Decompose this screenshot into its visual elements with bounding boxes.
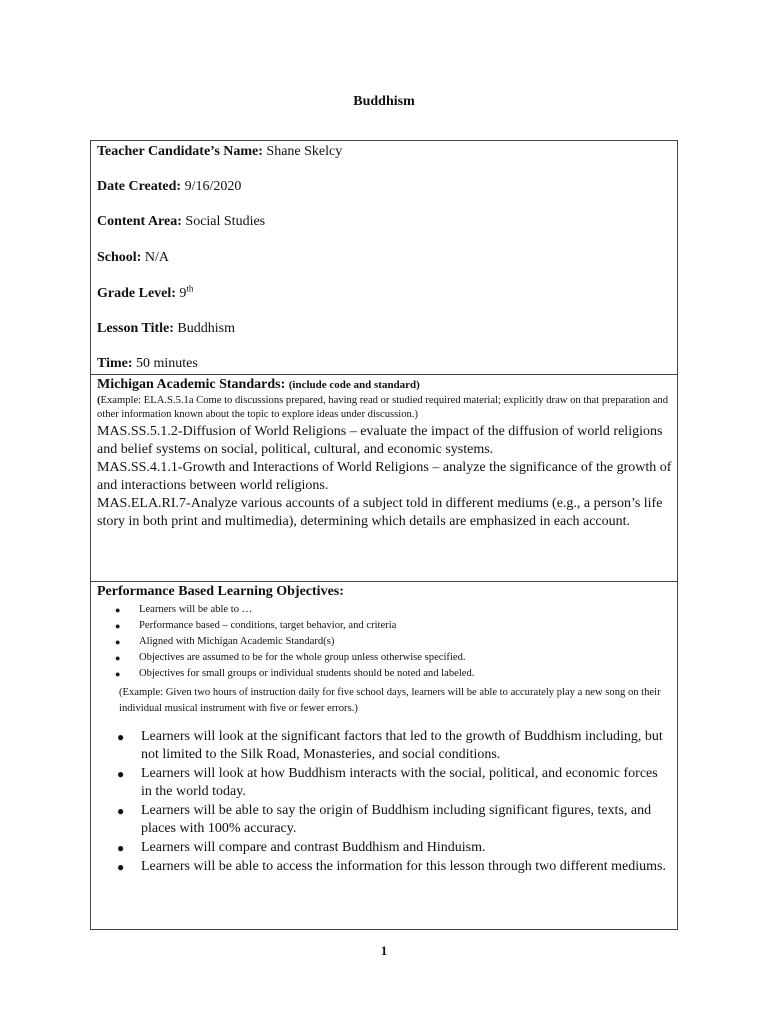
content-area-label: Content Area: — [97, 214, 182, 229]
teacher-name-label: Teacher Candidate’s Name: — [97, 144, 263, 159]
bullet-icon: ● — [115, 637, 121, 647]
bullet-icon: ● — [117, 767, 125, 781]
grade-level-suffix: th — [186, 283, 194, 294]
standards-example-label: Example: — [100, 395, 142, 406]
content-area-value: Social Studies — [185, 214, 266, 229]
content-area-row — [97, 214, 265, 230]
standards-section — [91, 375, 677, 582]
objective-item — [115, 802, 671, 838]
objective-item — [115, 858, 671, 876]
lesson-plan-table — [90, 140, 678, 930]
teacher-name-row — [97, 144, 342, 160]
guideline-item — [113, 618, 673, 634]
bullet-icon: ● — [117, 730, 125, 744]
objectives-section — [91, 582, 677, 929]
objective-item — [115, 839, 671, 857]
objectives-heading: Performance Based Learning Objectives: — [97, 584, 344, 599]
learning-objectives-list — [115, 728, 671, 877]
standards-heading — [97, 377, 420, 393]
guideline-item — [113, 666, 673, 682]
guideline-item — [113, 602, 673, 618]
time-label: Time: — [97, 356, 133, 371]
standards-list — [97, 423, 673, 531]
guideline-item — [113, 634, 673, 650]
standard-line: MAS.SS.5.1.2-Diffusion of World Religions – evaluate the impact of the diffusion of world religions and belief systems on social, political, cultural, and economic systems. — [97, 424, 663, 457]
lesson-title-label: Lesson Title: — [97, 321, 174, 336]
bullet-icon: ● — [115, 669, 121, 679]
guideline-text: Aligned with Michigan Academic Standard(s) — [139, 636, 335, 647]
objective-text: Learners will be able to say the origin of Buddhism including significant figures, texts, and places with 100% accuracy. — [141, 803, 652, 836]
school-row — [97, 250, 169, 266]
lesson-title-value: Buddhism — [177, 321, 235, 336]
bullet-icon: ● — [117, 804, 125, 818]
objective-text: Learners will be able to access the information for this lesson through two different mediums. — [141, 859, 666, 874]
school-label: School: — [97, 250, 142, 265]
standard-line: MAS.ELA.RI.7-Analyze various accounts of a subject told in different mediums (e.g., a person’s life story in both print and multimedia), determining which details are emphasized in each account. — [97, 496, 663, 529]
objective-item — [115, 728, 671, 764]
time-value: 50 minutes — [136, 356, 198, 371]
bullet-icon: ● — [115, 653, 121, 663]
school-value: N/A — [144, 250, 169, 265]
objective-item — [115, 765, 671, 801]
objective-text: Learners will look at how Buddhism interacts with the social, political, and economic forces in the world today. — [141, 766, 658, 799]
grade-level-row — [97, 283, 194, 302]
guideline-text: Objectives for small groups or individual students should be noted and labeled. — [139, 668, 475, 679]
bullet-icon: ● — [117, 841, 125, 855]
grade-level-label: Grade Level: — [97, 286, 176, 301]
guideline-text: Learners will be able to … — [139, 604, 253, 615]
bullet-icon: ● — [115, 621, 121, 631]
bullet-icon: ● — [117, 860, 125, 874]
page-number: 1 — [380, 943, 388, 958]
objective-guidelines-list — [113, 602, 673, 682]
teacher-name-value: Shane Skelcy — [266, 144, 343, 159]
standards-example — [97, 394, 673, 422]
document-title: Buddhism — [353, 94, 415, 109]
guideline-item — [113, 650, 673, 666]
date-created-value: 9/16/2020 — [184, 179, 242, 194]
objective-text: Learners will look at the significant factors that led to the growth of Buddhism including, but not limited to the Silk Road, Monasteries, and social conditions. — [141, 729, 663, 762]
standards-heading-text: Michigan Academic Standards: — [97, 377, 286, 392]
bullet-icon: ● — [115, 605, 121, 615]
standards-example-open: ( — [97, 395, 101, 406]
lesson-info-section — [91, 141, 677, 375]
grade-level-value: 9 — [179, 286, 187, 301]
date-created-row — [97, 179, 241, 195]
guideline-text: Objectives are assumed to be for the whole group unless otherwise specified. — [139, 652, 466, 663]
time-row — [97, 356, 198, 372]
standard-line: MAS.SS.4.1.1-Growth and Interactions of World Religions – analyze the significance of the growth of and interactions between world religions. — [97, 460, 672, 493]
standards-heading-note: (include code and standard) — [288, 379, 420, 391]
lesson-title-row — [97, 321, 235, 337]
standards-example-text: ELA.S.5.1a Come to discussions prepared, having read or studied required material; explicitly draw on that preparation and other information known about the topic to explore ideas under discussion.) — [97, 395, 669, 420]
date-created-label: Date Created: — [97, 179, 182, 194]
guideline-text: Performance based – conditions, target behavior, and criteria — [139, 620, 397, 631]
objective-text: Learners will compare and contrast Buddhism and Hinduism. — [141, 840, 486, 855]
objectives-example: (Example: Given two hours of instruction daily for five school days, learners will be able to accurately play a new song on their individual musical instrument with five or fewer errors.) — [119, 687, 661, 714]
